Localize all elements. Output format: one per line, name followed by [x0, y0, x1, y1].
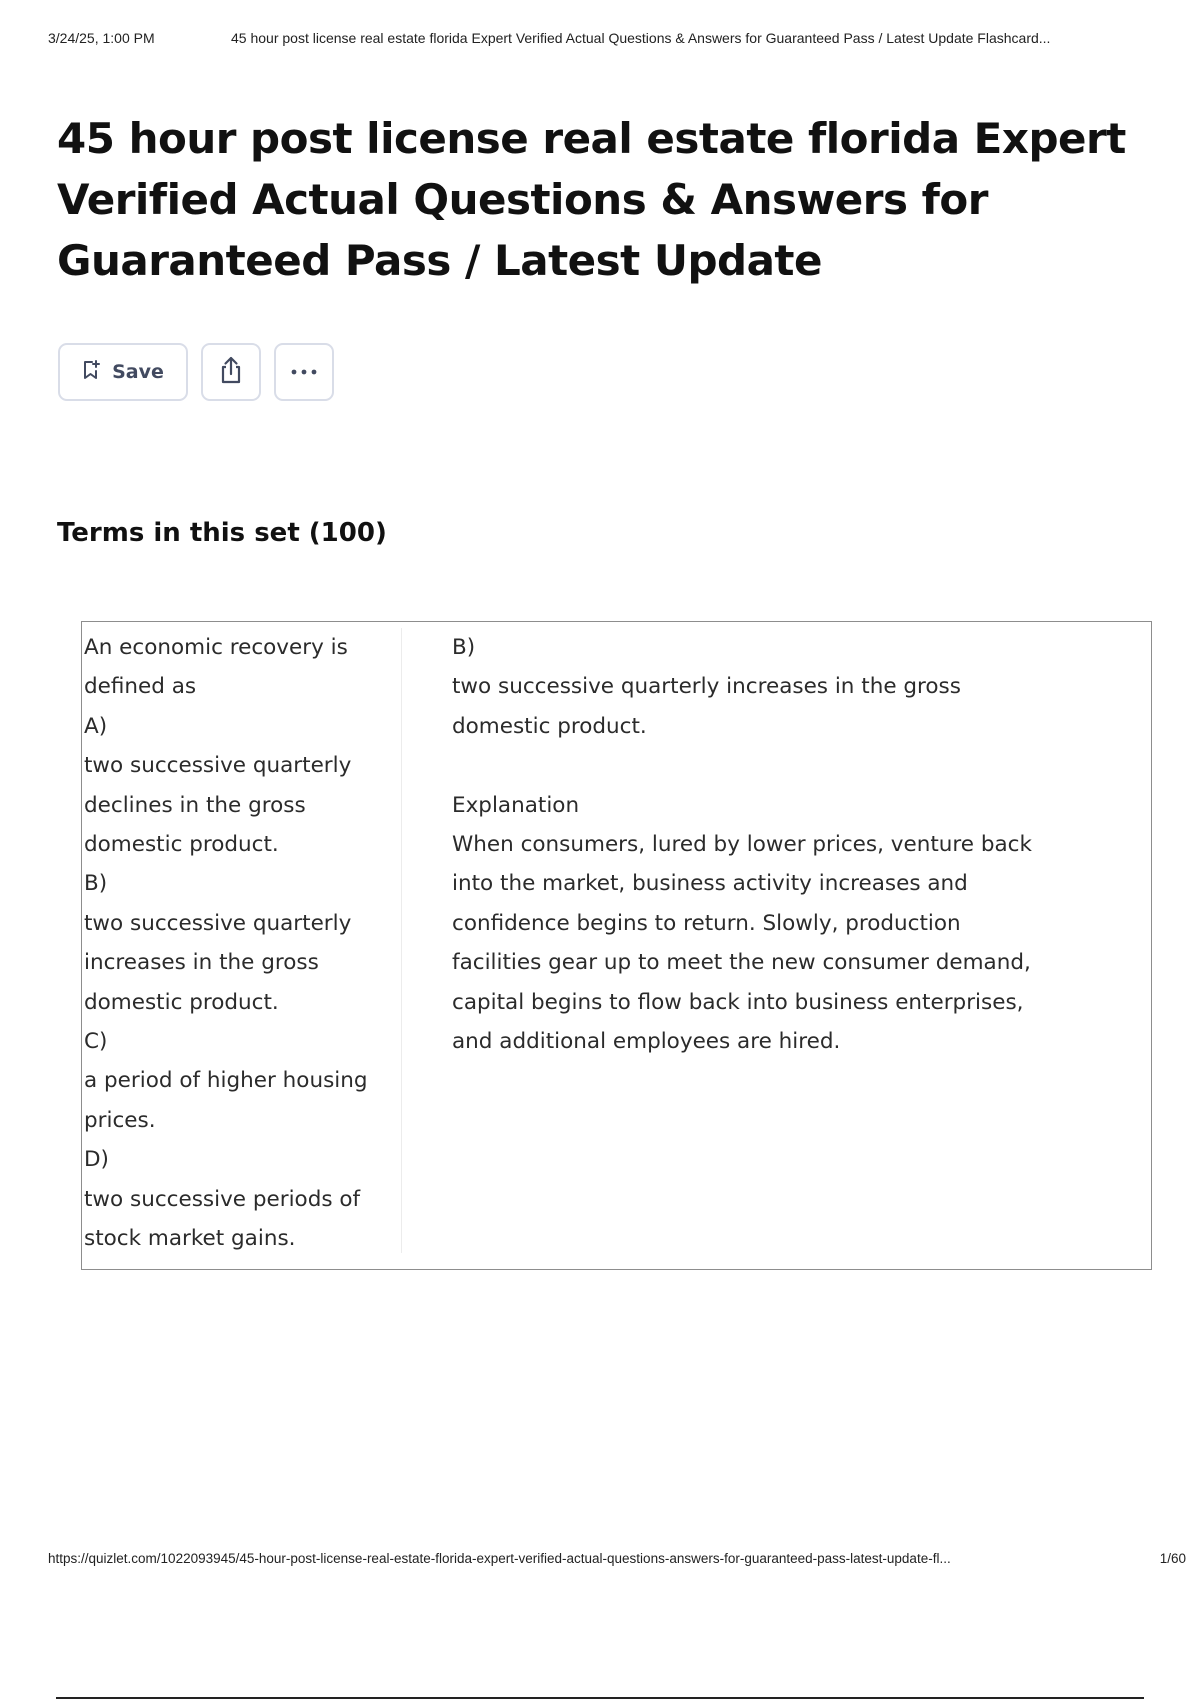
explanation-label: Explanation	[452, 792, 580, 818]
card-divider	[401, 628, 402, 1253]
explanation-line: capital begins to flow back into business enterprises,	[452, 989, 1024, 1015]
print-page-title: 45 hour post license real estate florida Expert Verified Actual Questions & Answers for Guaranteed Pass / Latest Update Flashcard...	[231, 30, 1051, 46]
term-line: defined as	[84, 674, 197, 700]
page-bottom-rule	[56, 1697, 1144, 1699]
spacer	[452, 746, 1102, 785]
term-line: two successive quarterly	[84, 910, 352, 936]
answer-line: B)	[452, 635, 476, 660]
term-line: A)	[84, 713, 108, 739]
term-line: B)	[84, 871, 108, 897]
more-options-button[interactable]	[274, 343, 334, 401]
print-header	[48, 30, 1170, 50]
term-line: C)	[84, 1029, 108, 1055]
term-line: two successive quarterly	[84, 753, 352, 779]
save-button[interactable]	[58, 343, 188, 401]
set-title-line: Guaranteed Pass / Latest Update	[57, 236, 822, 285]
term-line: increases in the gross	[84, 950, 319, 976]
term-line: domestic product.	[84, 832, 279, 858]
term-line: An economic recovery is	[84, 635, 348, 660]
term-line: two successive periods of	[84, 1186, 361, 1212]
bookmark-icon	[82, 360, 100, 385]
set-title	[57, 108, 1137, 291]
explanation-line: into the market, business activity increases and	[452, 871, 968, 897]
explanation-line: When consumers, lured by lower prices, venture back	[452, 832, 1032, 858]
page-url: https://quizlet.com/1022093945/45-hour-post-license-real-estate-florida-expert-verified-actual-questions-answers-for-guaranteed-pass-latest-update-fl...	[48, 1551, 951, 1566]
print-footer	[48, 1551, 1186, 1571]
term-line: declines in the gross	[84, 792, 306, 818]
term-line: domestic product.	[84, 989, 279, 1015]
save-button-label: Save	[112, 361, 164, 383]
share-icon	[217, 355, 245, 390]
answer-line: domestic product.	[452, 713, 647, 739]
answer-line: two successive quarterly increases in the gross	[452, 674, 961, 700]
explanation-line: confidence begins to return. Slowly, production	[452, 910, 961, 936]
set-title-line: 45 hour post license real estate florida Expert	[57, 114, 1126, 163]
term-line: a period of higher housing	[84, 1068, 368, 1094]
share-button[interactable]	[201, 343, 261, 401]
explanation-line: facilities gear up to meet the new consumer demand,	[452, 950, 1031, 976]
card-definition	[452, 622, 1102, 1061]
term-line: stock market gains.	[84, 1226, 296, 1252]
term-line: prices.	[84, 1107, 156, 1133]
term-line: D)	[84, 1147, 109, 1173]
page-number: 1/60	[1159, 1551, 1186, 1566]
print-date: 3/24/25, 1:00 PM	[48, 30, 155, 46]
flashcard-row	[81, 621, 1152, 1270]
terms-heading: Terms in this set (100)	[57, 518, 387, 548]
card-term	[82, 622, 402, 1259]
explanation-line: and additional employees are hired.	[452, 1029, 841, 1055]
more-icon	[290, 363, 318, 381]
set-title-line: Verified Actual Questions & Answers for	[57, 175, 988, 224]
